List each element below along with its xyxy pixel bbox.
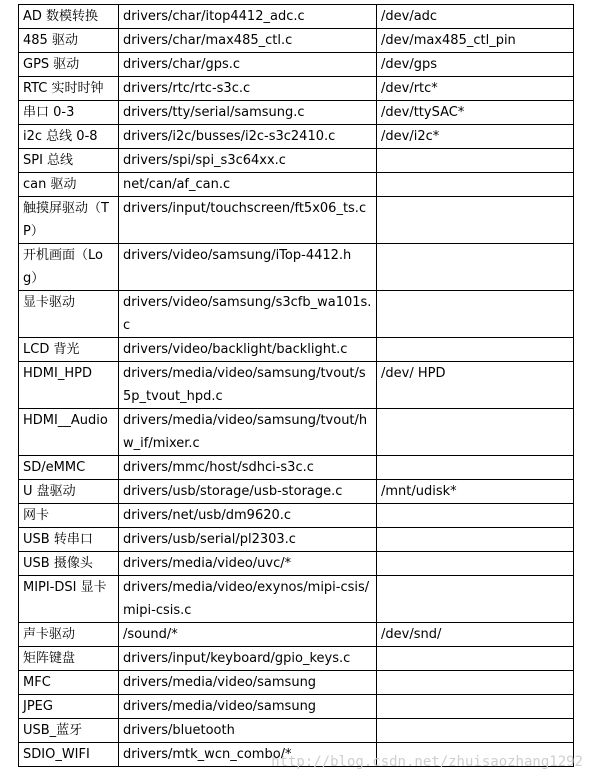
module-name-cell: USB 摄像头 xyxy=(19,552,119,576)
device-node-cell: /mnt/udisk* xyxy=(377,480,574,504)
table-row xyxy=(19,695,574,719)
table-row xyxy=(19,647,574,671)
device-node-cell xyxy=(377,409,574,456)
module-name-cell: AD 数模转换 xyxy=(19,5,119,29)
device-node-cell: /dev/max485_ctl_pin xyxy=(377,29,574,53)
table-row xyxy=(19,53,574,77)
module-name-cell: 485 驱动 xyxy=(19,29,119,53)
device-node-cell: /dev/snd/ xyxy=(377,623,574,647)
table-row xyxy=(19,480,574,504)
table-row xyxy=(19,743,574,767)
driver-path-cell: drivers/rtc/rtc-s3c.c xyxy=(119,77,377,101)
driver-path-cell: drivers/media/video/samsung xyxy=(119,671,377,695)
module-name-cell: SPI 总线 xyxy=(19,149,119,173)
table-body xyxy=(19,5,574,767)
driver-path-cell: drivers/media/video/samsung/tvout/hw_if/mixer.c xyxy=(119,409,377,456)
device-node-cell: /dev/rtc* xyxy=(377,77,574,101)
module-name-cell: USB 转串口 xyxy=(19,528,119,552)
table-row xyxy=(19,671,574,695)
table-row xyxy=(19,338,574,362)
table-row xyxy=(19,29,574,53)
driver-path-cell: drivers/i2c/busses/i2c-s3c2410.c xyxy=(119,125,377,149)
driver-path-cell: drivers/net/usb/dm9620.c xyxy=(119,504,377,528)
driver-path-cell: drivers/mmc/host/sdhci-s3c.c xyxy=(119,456,377,480)
driver-path-cell: drivers/usb/serial/pl2303.c xyxy=(119,528,377,552)
module-name-cell: HDMI_HPD xyxy=(19,362,119,409)
module-name-cell: GPS 驱动 xyxy=(19,53,119,77)
device-node-cell: /dev/ttySAC* xyxy=(377,101,574,125)
module-name-cell: U 盘驱动 xyxy=(19,480,119,504)
table-row xyxy=(19,623,574,647)
table-row xyxy=(19,101,574,125)
watermark: http://blog.csdn.net/zhuisaozhang1292 xyxy=(271,754,583,770)
module-name-cell: JPEG xyxy=(19,695,119,719)
module-name-cell: HDMI__Audio xyxy=(19,409,119,456)
device-node-cell xyxy=(377,456,574,480)
table-row xyxy=(19,719,574,743)
module-name-cell: 矩阵键盘 xyxy=(19,647,119,671)
device-node-cell xyxy=(377,576,574,623)
module-name-cell: i2c 总线 0-8 xyxy=(19,125,119,149)
driver-path-cell: net/can/af_can.c xyxy=(119,173,377,197)
device-node-cell xyxy=(377,528,574,552)
device-node-cell xyxy=(377,647,574,671)
table-row xyxy=(19,409,574,456)
table-row xyxy=(19,291,574,338)
table-row xyxy=(19,125,574,149)
driver-path-cell: drivers/input/touchscreen/ft5x06_ts.c xyxy=(119,197,377,244)
device-node-cell xyxy=(377,552,574,576)
device-node-cell: /dev/ HPD xyxy=(377,362,574,409)
module-name-cell: can 驱动 xyxy=(19,173,119,197)
driver-path-cell: drivers/media/video/samsung/tvout/s5p_tvout_hpd.c xyxy=(119,362,377,409)
driver-path-cell: drivers/video/backlight/backlight.c xyxy=(119,338,377,362)
module-name-cell: 声卡驱动 xyxy=(19,623,119,647)
driver-path-table xyxy=(18,4,574,767)
device-node-cell xyxy=(377,743,574,767)
table-row xyxy=(19,149,574,173)
driver-path-cell: drivers/spi/spi_s3c64xx.c xyxy=(119,149,377,173)
driver-path-cell: /sound/* xyxy=(119,623,377,647)
driver-path-cell: drivers/input/keyboard/gpio_keys.c xyxy=(119,647,377,671)
driver-path-cell: drivers/bluetooth xyxy=(119,719,377,743)
table-row xyxy=(19,244,574,291)
driver-path-cell: drivers/mtk_wcn_combo/* xyxy=(119,743,377,767)
device-node-cell: /dev/gps xyxy=(377,53,574,77)
driver-path-cell: drivers/char/max485_ctl.c xyxy=(119,29,377,53)
device-node-cell xyxy=(377,291,574,338)
module-name-cell: RTC 实时时钟 xyxy=(19,77,119,101)
driver-path-cell: drivers/usb/storage/usb-storage.c xyxy=(119,480,377,504)
table-row xyxy=(19,528,574,552)
table-row xyxy=(19,197,574,244)
driver-path-cell: drivers/char/itop4412_adc.c xyxy=(119,5,377,29)
driver-path-cell: drivers/media/video/exynos/mipi-csis/mipi-csis.c xyxy=(119,576,377,623)
driver-path-cell: drivers/tty/serial/samsung.c xyxy=(119,101,377,125)
device-node-cell xyxy=(377,173,574,197)
table-row xyxy=(19,362,574,409)
module-name-cell: 触摸屏驱动（TP） xyxy=(19,197,119,244)
module-name-cell: LCD 背光 xyxy=(19,338,119,362)
device-node-cell xyxy=(377,695,574,719)
table-row xyxy=(19,77,574,101)
module-name-cell: MIPI-DSI 显卡 xyxy=(19,576,119,623)
device-node-cell xyxy=(377,149,574,173)
module-name-cell: SD/eMMC xyxy=(19,456,119,480)
device-node-cell xyxy=(377,244,574,291)
device-node-cell xyxy=(377,719,574,743)
module-name-cell: 开机画面（Log） xyxy=(19,244,119,291)
table-row xyxy=(19,504,574,528)
table-row xyxy=(19,173,574,197)
module-name-cell: 串口 0-3 xyxy=(19,101,119,125)
driver-path-cell: drivers/media/video/samsung xyxy=(119,695,377,719)
module-name-cell: 网卡 xyxy=(19,504,119,528)
device-node-cell: /dev/i2c* xyxy=(377,125,574,149)
device-node-cell: /dev/adc xyxy=(377,5,574,29)
device-node-cell xyxy=(377,671,574,695)
table-row xyxy=(19,552,574,576)
device-node-cell xyxy=(377,504,574,528)
device-node-cell xyxy=(377,338,574,362)
module-name-cell: 显卡驱动 xyxy=(19,291,119,338)
driver-path-cell: drivers/char/gps.c xyxy=(119,53,377,77)
driver-path-cell: drivers/video/samsung/iTop-4412.h xyxy=(119,244,377,291)
table-row xyxy=(19,576,574,623)
driver-path-cell: drivers/video/samsung/s3cfb_wa101s.c xyxy=(119,291,377,338)
module-name-cell: USB_蓝牙 xyxy=(19,719,119,743)
module-name-cell: MFC xyxy=(19,671,119,695)
module-name-cell: SDIO_WIFI xyxy=(19,743,119,767)
table-row xyxy=(19,5,574,29)
table-row xyxy=(19,456,574,480)
device-node-cell xyxy=(377,197,574,244)
driver-path-cell: drivers/media/video/uvc/* xyxy=(119,552,377,576)
